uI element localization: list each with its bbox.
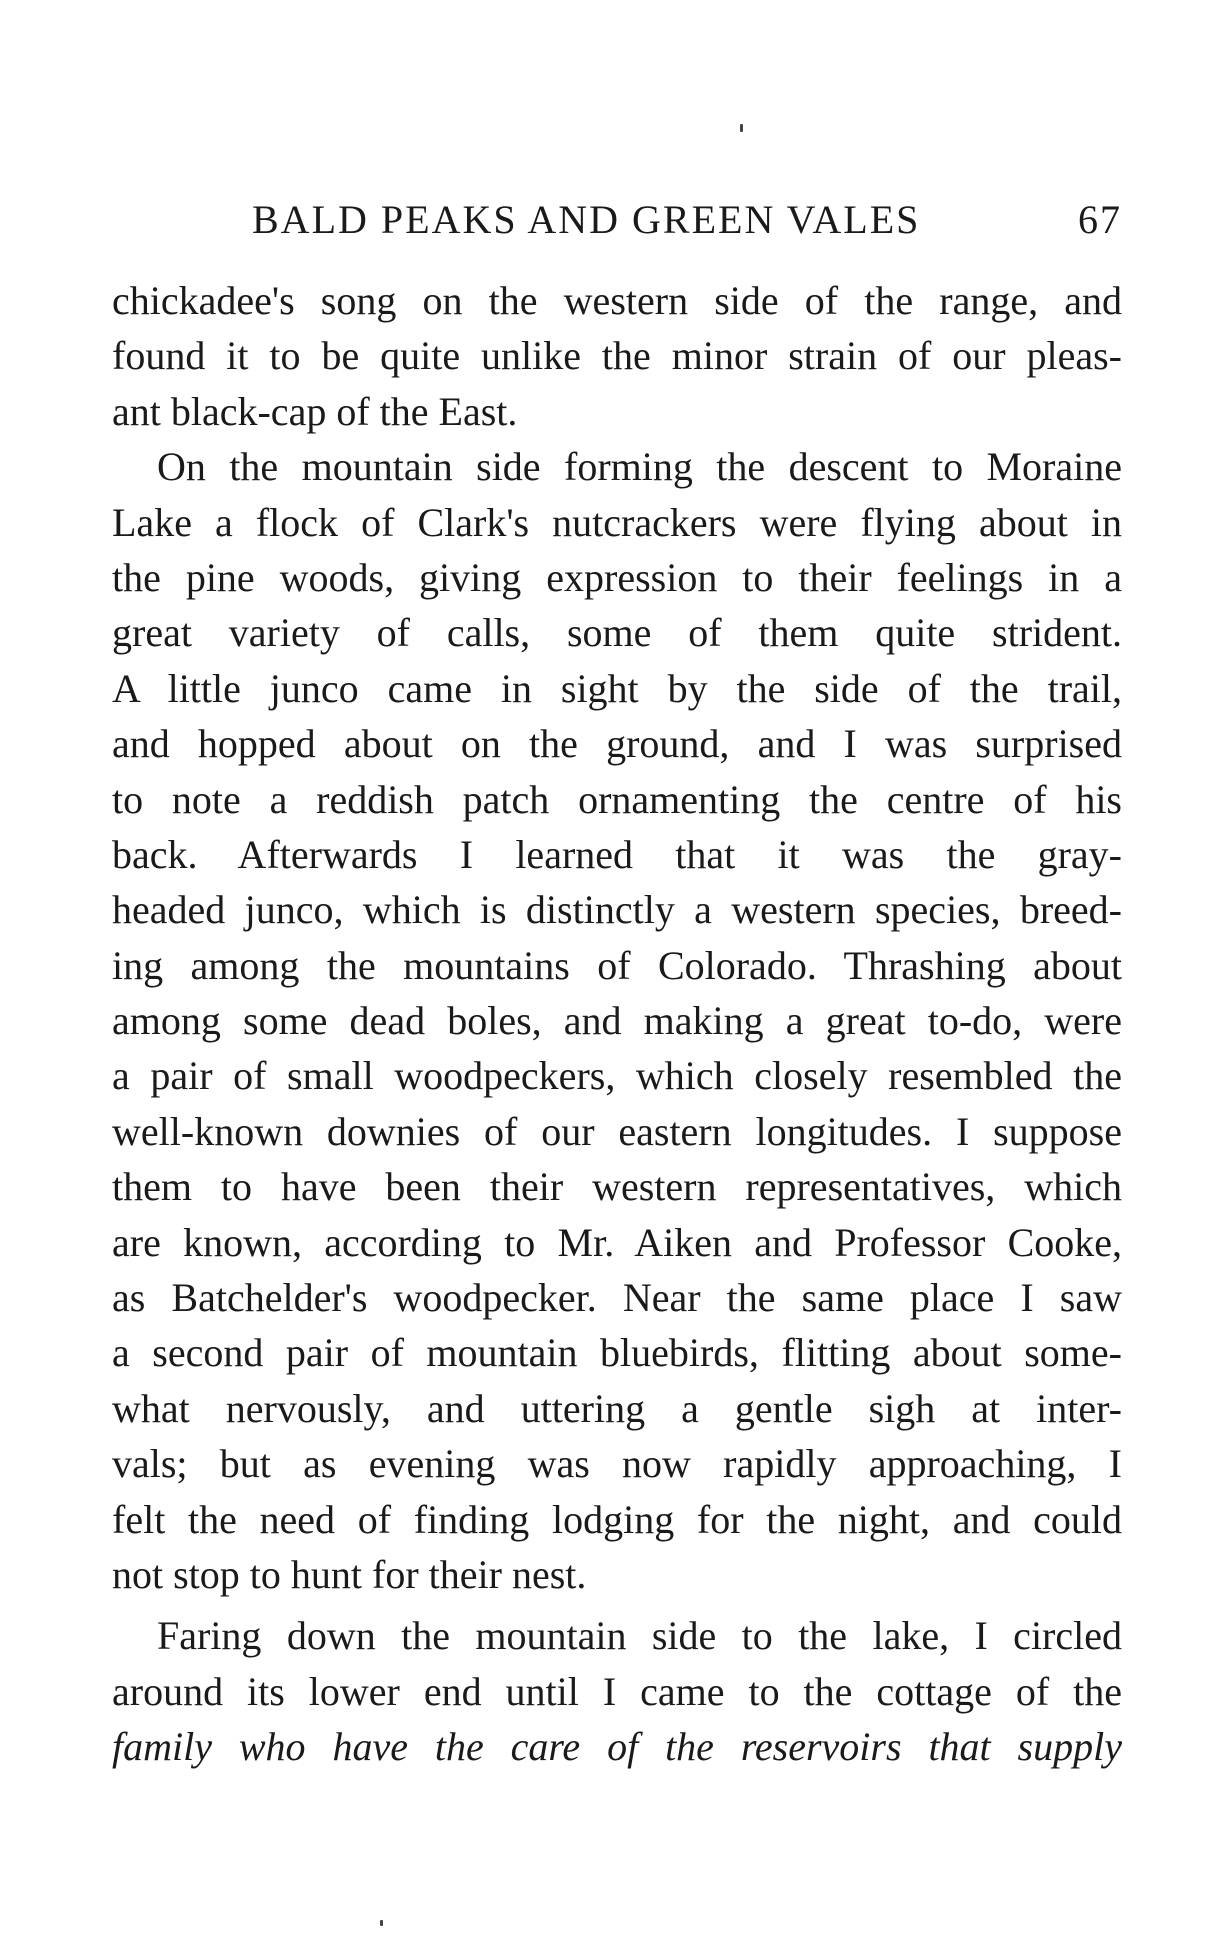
- text-line: family who have the care of the reservoirs that supply: [112, 1724, 1122, 1770]
- text-line: Faring down the mountain side to the lake, I circled: [157, 1613, 1122, 1659]
- text-line: not stop to hunt for their nest.: [112, 1551, 587, 1597]
- text-line: felt the need of finding lodging for the night, and could: [112, 1496, 1122, 1542]
- text-line: ant black-cap of the East.: [112, 388, 518, 434]
- page-number: 67: [1078, 197, 1122, 242]
- text-line: Lake a flock of Clark's nutcrackers were flying about in: [112, 499, 1122, 545]
- text-line: a second pair of mountain bluebirds, flitting about some-: [112, 1330, 1122, 1376]
- text-line: well-known downies of our eastern longitudes. I suppose: [112, 1108, 1122, 1154]
- text-line: the pine woods, giving expression to their feelings in a: [112, 554, 1122, 600]
- text-line: as Batchelder's woodpecker. Near the same place I saw: [112, 1275, 1122, 1321]
- text-line: among some dead boles, and making a great to-do, were: [112, 998, 1122, 1044]
- text-line: around its lower end until I came to the cottage of the: [112, 1668, 1122, 1714]
- text-line: vals; but as evening was now rapidly approaching, I: [112, 1441, 1122, 1487]
- text-line: On the mountain side forming the descent to Moraine: [157, 444, 1122, 490]
- ink-speck: [740, 124, 743, 132]
- text-line: chickadee's song on the western side of the range, and: [112, 278, 1122, 323]
- text-line: ing among the mountains of Colorado. Thrashing about: [112, 942, 1122, 988]
- text-line: back. Afterwards I learned that it was the gray-: [112, 831, 1122, 877]
- text-line: and hopped about on the ground, and I was surprised: [112, 721, 1122, 767]
- text-line: what nervously, and uttering a gentle sigh at inter-: [112, 1385, 1122, 1431]
- text-line: them to have been their western representatives, which: [112, 1164, 1122, 1210]
- text-line: headed junco, which is distinctly a western species, breed-: [112, 887, 1122, 933]
- text-line: to note a reddish patch ornamenting the centre of his: [112, 776, 1122, 822]
- text-line: A little junco came in sight by the side of the trail,: [112, 665, 1122, 711]
- running-title: BALD PEAKS AND GREEN VALES: [252, 197, 921, 242]
- running-head: [112, 196, 1122, 246]
- text-line: found it to be quite unlike the minor strain of our pleas-: [112, 333, 1122, 379]
- text-line: a pair of small woodpeckers, which closely resembled the: [112, 1053, 1122, 1099]
- body-text: [112, 273, 1122, 1775]
- text-line: great variety of calls, some of them quite strident.: [112, 610, 1122, 656]
- text-line: are known, according to Mr. Aiken and Professor Cooke,: [112, 1219, 1122, 1265]
- ink-speck: [380, 1920, 383, 1926]
